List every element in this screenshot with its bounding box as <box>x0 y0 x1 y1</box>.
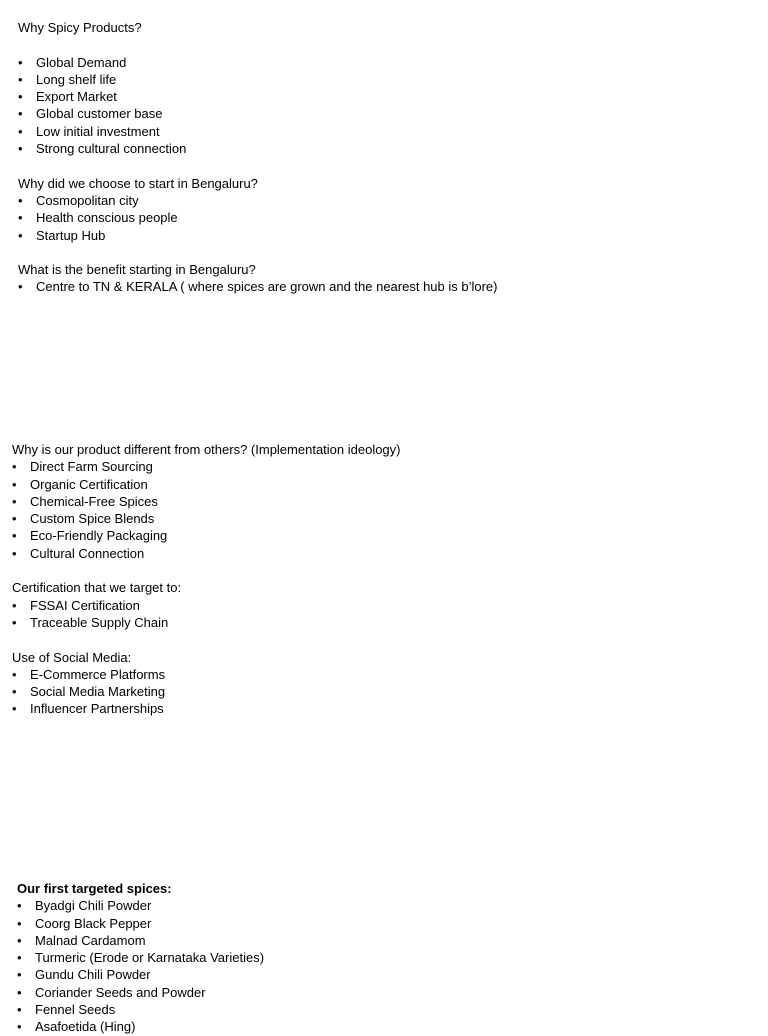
list-certifications <box>12 597 401 632</box>
list-item-text: Health conscious people <box>36 210 178 226</box>
bullet-icon: • <box>17 898 22 914</box>
list-item <box>17 984 206 1001</box>
list-item-text: Turmeric (Erode or Karnataka Varieties) <box>35 950 265 966</box>
bullet-icon: • <box>18 54 23 70</box>
section-targeted-spices <box>17 880 265 1036</box>
list-item <box>18 71 258 88</box>
list-item-text: FSSAI Certification <box>30 597 140 613</box>
list-item-text: Long shelf life <box>36 71 117 87</box>
list-item <box>12 666 401 683</box>
list-item <box>18 209 258 226</box>
list-item <box>18 140 258 157</box>
list-item-text: Influencer Partnerships <box>30 701 164 717</box>
list-benefits <box>18 278 498 295</box>
bullet-icon: • <box>18 71 23 87</box>
list-item-text: Custom Spice Blends <box>30 511 155 527</box>
list-item-text: Low initial investment <box>36 123 160 139</box>
bullet-icon: • <box>12 528 17 544</box>
bullet-icon: • <box>17 932 22 948</box>
list-item <box>12 510 401 527</box>
bullet-icon: • <box>17 967 22 983</box>
list-item <box>17 915 172 932</box>
bullet-icon: • <box>17 915 22 931</box>
list-item-text: Organic Certification <box>30 476 148 492</box>
list-item-text: Eco-Friendly Packaging <box>30 528 168 544</box>
list-item-text: Cosmopolitan city <box>36 192 139 208</box>
bullet-icon: • <box>17 984 22 1000</box>
heading-social-media: Use of Social Media: <box>12 649 132 665</box>
bullet-icon: • <box>18 227 23 243</box>
list-item <box>12 458 401 475</box>
list-item-text: Byadgi Chili Powder <box>35 898 152 914</box>
list-item <box>12 545 401 562</box>
list-item <box>17 966 172 983</box>
list-item <box>18 54 258 71</box>
list-item <box>17 1001 172 1018</box>
bullet-icon: • <box>12 459 17 475</box>
bullet-icon: • <box>17 1002 22 1018</box>
list-social-media <box>12 666 401 718</box>
list-item-text: Malnad Cardamom <box>35 932 146 948</box>
bullet-icon: • <box>18 123 23 139</box>
list-item-text: Coriander Seeds and Powder <box>35 984 206 1000</box>
list-item <box>17 897 172 914</box>
spacer <box>18 244 258 261</box>
list-item <box>12 614 401 631</box>
spacer <box>18 157 258 174</box>
section-product-difference <box>12 441 401 718</box>
list-item-text: Export Market <box>36 89 117 105</box>
list-item-text: Direct Farm Sourcing <box>30 459 153 475</box>
list-item <box>12 493 401 510</box>
list-item <box>18 123 258 140</box>
heading-targeted-spices: Our first targeted spices: <box>17 881 172 896</box>
list-item-text: Asafoetida (Hing) <box>35 1019 136 1035</box>
bullet-icon: • <box>18 89 23 105</box>
bullet-icon: • <box>18 141 23 157</box>
list-item-text: E-Commerce Platforms <box>30 666 166 682</box>
list-item-text: Startup Hub <box>36 227 106 243</box>
list-item <box>12 476 401 493</box>
bullet-icon: • <box>12 493 17 509</box>
list-item <box>18 88 258 105</box>
spacer <box>18 36 258 53</box>
list-item-text: Coorg Black Pepper <box>35 915 152 931</box>
bullet-icon: • <box>12 684 17 700</box>
bullet-icon: • <box>12 614 17 630</box>
bullet-icon: • <box>12 511 17 527</box>
bullet-icon: • <box>18 210 23 226</box>
bullet-icon: • <box>17 1019 22 1035</box>
list-bengaluru-reasons <box>18 192 258 244</box>
list-item <box>17 1018 172 1035</box>
heading-why-bengaluru: Why did we choose to start in Bengaluru? <box>18 175 258 191</box>
list-item-text: Cultural Connection <box>30 545 145 561</box>
section-why-spicy-products <box>18 19 498 296</box>
list-item-text: Strong cultural connection <box>36 141 187 157</box>
list-item-text: Chemical-Free Spices <box>30 493 158 509</box>
list-item <box>12 683 401 700</box>
list-item-text: Gundu Chili Powder <box>35 967 151 983</box>
list-item-text: Traceable Supply Chain <box>30 614 169 630</box>
list-differentiators <box>12 458 401 562</box>
bullet-icon: • <box>18 192 23 208</box>
heading-benefit-bengaluru: What is the benefit starting in Bengaluru? <box>18 262 256 278</box>
list-item-text: Global Demand <box>36 54 127 70</box>
heading-product-different: Why is our product different from others? (Implementation ideology) <box>12 442 401 457</box>
bullet-icon: • <box>12 476 17 492</box>
list-item <box>18 192 258 209</box>
list-item-text: Global customer base <box>36 106 163 122</box>
list-item <box>18 105 258 122</box>
list-item <box>17 932 172 949</box>
heading-why-spicy-products: Why Spicy Products? <box>18 20 142 35</box>
bullet-icon: • <box>18 106 23 122</box>
bullet-icon: • <box>12 545 17 561</box>
list-item-text: Social Media Marketing <box>30 684 166 700</box>
list-item <box>12 527 401 544</box>
list-item <box>17 949 265 966</box>
list-targeted-spices <box>17 897 265 1035</box>
list-item <box>12 700 401 717</box>
heading-certification: Certification that we target to: <box>12 580 182 596</box>
list-item-text: Centre to TN & KERALA ( where spices are grown and the nearest hub is b’lore) <box>36 279 498 295</box>
bullet-icon: • <box>18 279 23 295</box>
list-item <box>18 278 498 295</box>
list-reasons <box>18 54 258 158</box>
spacer <box>12 631 401 648</box>
spacer <box>12 562 401 579</box>
list-item <box>12 597 401 614</box>
bullet-icon: • <box>12 666 17 682</box>
bullet-icon: • <box>12 597 17 613</box>
list-item <box>18 227 258 244</box>
bullet-icon: • <box>17 950 22 966</box>
bullet-icon: • <box>12 701 17 717</box>
list-item-text: Fennel Seeds <box>35 1002 116 1018</box>
